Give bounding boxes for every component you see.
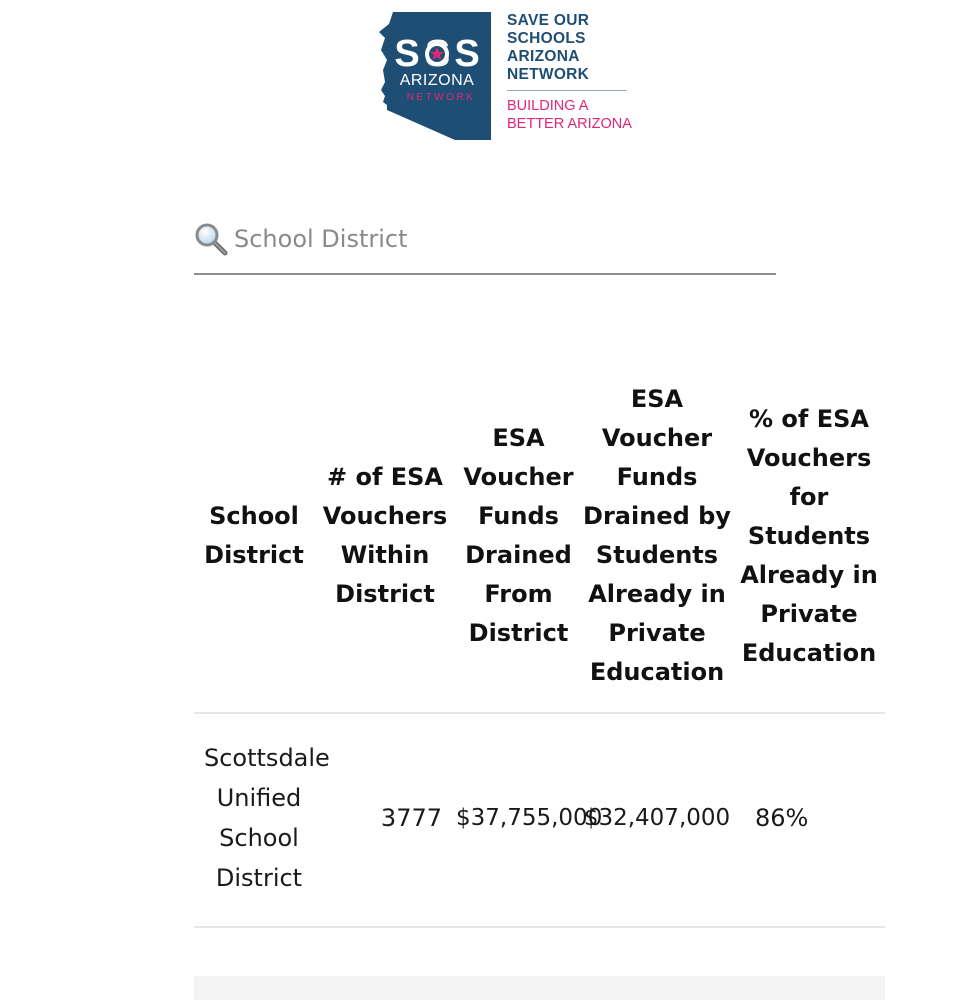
svg-text:NETWORK: NETWORK [406,92,476,103]
logo-title-line: ARIZONA [507,48,580,65]
next-row-partial [194,976,885,1000]
column-header-voucher-count[interactable]: # of ESA Vouchers Within District [322,463,448,608]
logo-title-line: SAVE OUR [507,12,590,29]
data-table [194,380,885,928]
column-header-percent-private[interactable]: % of ESA Vouchers for Students Already in Private Education [740,404,878,667]
svg-text:S: S [454,33,480,75]
sos-arizona-logo [377,10,637,145]
logo-title-line: NETWORK [507,66,590,83]
table-row [194,713,885,927]
svg-text:ARIZONA: ARIZONA [399,72,475,89]
logo-tagline-line: BETTER ARIZONA [507,116,632,132]
column-header-funds-private[interactable]: ESA Voucher Funds Drained by Students Already in Private Education [583,385,731,686]
logo-title-line: SCHOOLS [507,30,586,47]
cell-percent-private: 86% [755,804,809,832]
logo-tagline-line: BUILDING A [507,98,589,114]
table-header-row [194,380,885,713]
cell-funds-private: $32,407,000 [583,805,731,831]
cell-district: Scottsdale Unified School District [204,744,330,892]
cell-voucher-count: 3777 [380,804,442,832]
school-district-search-input[interactable] [234,219,764,259]
logo-wordmark [507,12,637,133]
magnifier-icon [194,222,228,256]
logo-divider [507,90,627,91]
arizona-state-logo-icon [377,10,493,142]
column-header-funds-drained[interactable]: ESA Voucher Funds Drained From District [463,424,574,647]
cell-funds-drained: $37,755,000 [456,805,603,831]
column-header-school-district[interactable]: School District [204,502,304,569]
search-bar [194,215,776,275]
esa-voucher-table [194,380,885,928]
svg-text:S: S [394,33,420,75]
